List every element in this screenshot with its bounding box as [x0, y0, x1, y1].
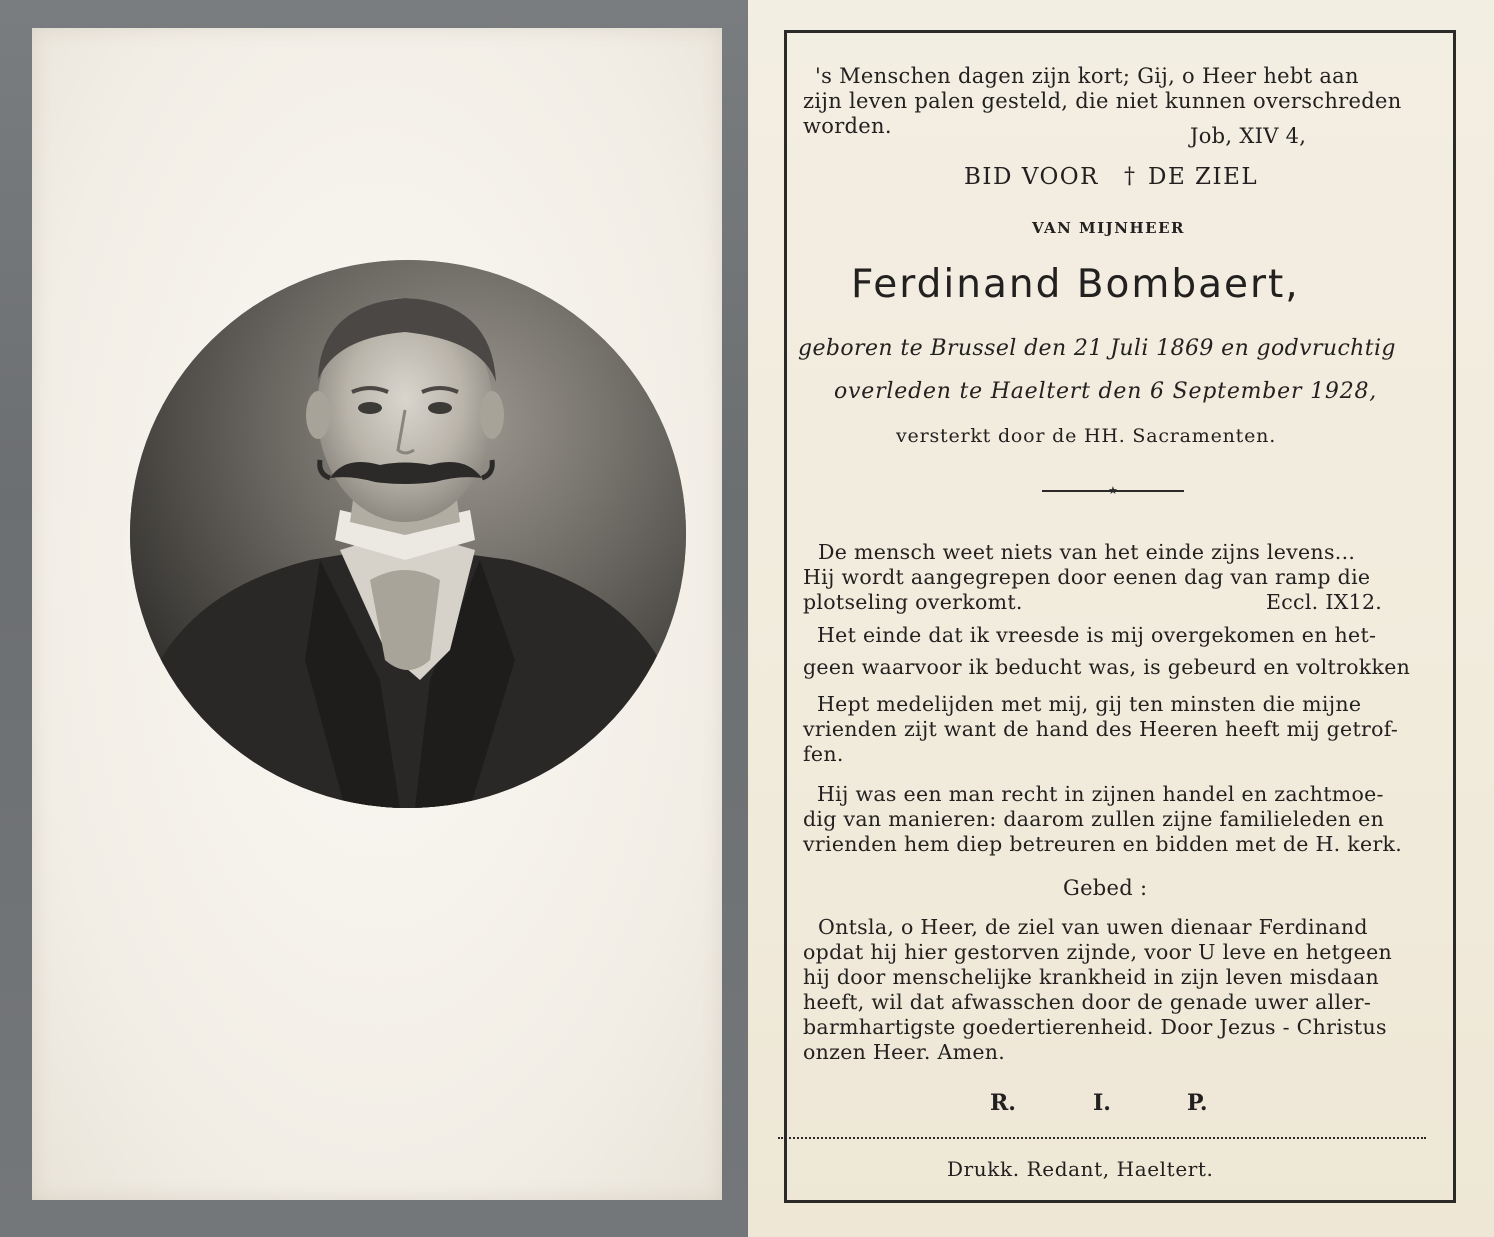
paragraph-1-line-2: Hij wordt aangegrepen door eenen dag van ramp die: [803, 565, 1371, 589]
portrait-mount: [32, 28, 722, 1200]
deceased-name: Ferdinand Bombaert,: [851, 262, 1300, 307]
portrait-photograph: [130, 260, 686, 808]
heading-van-mijnheer: VAN MIJNHEER: [1032, 219, 1185, 237]
epigraph-line-1: 's Menschen dagen zijn kort; Gij, o Heer hebt aan: [815, 64, 1359, 88]
prayer-line-3: hij door menschelijke krankheid in zijn leven misdaan: [803, 965, 1380, 989]
paragraph-2-line-2: geen waarvoor ik beducht was, is gebeurd en voltrokken: [803, 655, 1411, 679]
paragraph-1-line-3: plotseling overkomt.: [803, 590, 1023, 614]
prayer-line-6: onzen Heer. Amen.: [803, 1040, 1006, 1064]
heading-de-ziel: DE ZIEL: [1148, 164, 1259, 190]
paragraph-2-line-1: Het einde dat ik vreesde is mij overgekomen en het-: [817, 623, 1377, 647]
paragraph-1-line-1: De mensch weet niets van het einde zijns levens...: [818, 540, 1356, 564]
cross-icon: †: [1124, 164, 1135, 189]
death-line: overleden te Haeltert den 6 September 1928,: [834, 379, 1378, 404]
printer-credit: Drukk. Redant, Haeltert.: [947, 1157, 1214, 1181]
prayer-line-2: opdat hij hier gestorven zijnde, voor U leve en hetgeen: [803, 940, 1392, 964]
rip-p: P.: [1187, 1090, 1208, 1116]
epigraph-line-2: zijn leven palen gesteld, die niet kunnen overschreden: [803, 89, 1402, 113]
birth-line: geboren te Brussel den 21 Juli 1869 en godvruchtig: [798, 336, 1396, 361]
epigraph-line-3: worden.: [803, 114, 892, 138]
rip-i: I.: [1093, 1090, 1111, 1116]
prayer-line-1: Ontsla, o Heer, de ziel van uwen dienaar Ferdinand: [818, 915, 1368, 939]
paragraph-3-line-3: fen.: [803, 742, 844, 766]
paragraph-3-line-1: Hept medelijden met mij, gij ten minsten die mijne: [817, 692, 1362, 716]
prayer-line-4: heeft, wil dat afwasschen door de genade uwer aller-: [803, 990, 1372, 1014]
paragraph-4-line-1: Hij was een man recht in zijnen handel en zachtmoe-: [817, 782, 1384, 806]
paragraph-1-reference: Eccl. IX12.: [1266, 590, 1383, 614]
heading-bid-voor: BID VOOR: [964, 164, 1099, 190]
sacraments-line: versterkt door de HH. Sacramenten.: [896, 425, 1277, 447]
paragraph-4-line-2: dig van manieren: daarom zullen zijne familieleden en: [803, 807, 1385, 831]
rip-r: R.: [990, 1090, 1016, 1116]
portrait-photo-icon: [130, 260, 686, 808]
paragraph-3-line-2: vrienden zijt want de hand des Heeren heeft mij getrof-: [803, 717, 1399, 741]
dotted-divider: [778, 1137, 1426, 1139]
prayer-title: Gebed :: [1063, 876, 1148, 900]
paragraph-4-line-3: vrienden hem diep betreuren en bidden met de H. kerk.: [803, 832, 1403, 856]
prayer-line-5: barmhartigste goedertierenheid. Door Jezus - Christus: [803, 1015, 1387, 1039]
epigraph-reference: Job, XIV 4,: [1190, 124, 1307, 148]
star-ornament-icon: ★: [1108, 484, 1118, 497]
